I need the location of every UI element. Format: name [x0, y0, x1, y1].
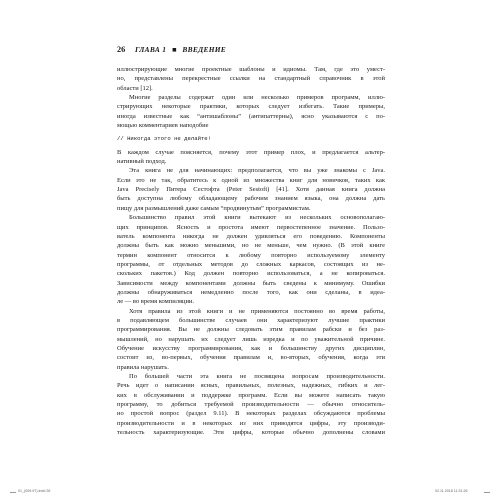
page-number: 26 — [117, 45, 126, 54]
text-line: щих принципов. Ясность и простота имеют первостепенное значение. Пользо- — [117, 223, 385, 231]
text-line: В каждом случае поясняется, почему этот пример плох, и предлагается альтер- — [117, 148, 385, 156]
text-line: должны быть как можно меньшими, но не меньше, чем нужно. (В этой книге — [117, 242, 385, 250]
text-line: стрирующих некоторые практики, которых следует избегать. Такие примеры, — [117, 103, 385, 111]
body-text — [117, 65, 385, 437]
running-header — [117, 45, 387, 55]
text-line: ле — во время компиляции. — [117, 298, 195, 306]
text-line: ватель компонента никогда не должен удивляться его поведению. Компоненты — [117, 232, 385, 240]
text-line: состоит из, во-первых, обучения правилам и, во-вторых, обучения, когда эти — [117, 354, 385, 362]
text-line: иногда известные как “антишаблоны” (антипаттерны), ясно указываются с по- — [117, 112, 385, 120]
footer-file-info: 01_(009-97).indd 26 — [18, 489, 51, 493]
text-line: Если это не так, обратитесь к одной из множества книг для новичков, таких как — [117, 176, 385, 184]
code-line: // Никогда этого не делайте! — [117, 135, 211, 143]
text-line: тельность характеризующие. Эти цифры, которые обычно дополнены словами — [117, 429, 385, 437]
text-line: правила нарушать. — [117, 363, 169, 371]
text-line: области [12]. — [117, 84, 153, 92]
text-line: производительности и в некоторых из них приводятся цифры, эту производи- — [117, 419, 385, 427]
section-label: ВВЕДЕНИЕ — [182, 45, 227, 54]
text-line: Речь идет о написании ясных, правильных, полезных, надежных, гибких и лег- — [117, 382, 385, 390]
chapter-label: ГЛАВА 1 — [135, 45, 167, 54]
crop-mark — [484, 492, 490, 493]
text-line: мышлений, но нарушать их следует лишь изредка и по уважительной причине. — [117, 335, 385, 343]
text-line: Обучение искусству программирования, как и большинству других дисциплин, — [117, 344, 385, 352]
text-line: в подавляющем большинстве случаев они характеризуют лучшие практики — [117, 316, 385, 324]
text-line: мощью комментариев наподобие — [117, 122, 209, 130]
text-line: программирования. Вы не должны следовать этим правилам рабски и без раз- — [117, 326, 385, 334]
text-line: термин компонент относится к любому повторно используемому элементу — [117, 251, 385, 259]
text-line: иллюстрирующие многие проектные шаблоны и идиомы. Там, где это умест- — [117, 66, 385, 73]
text-line: но простой вопрос (раздел 9.11). В некоторых разделах обсуждаются проблемы — [117, 410, 385, 418]
text-line: программу, то добиться требуемой производительности — обычно относитель- — [117, 401, 385, 409]
text-line: скольких пакетов.) Код должен повторно использоваться, а не копироваться. — [117, 270, 385, 278]
text-line: Эта книга не для начинающих: предполагается, что вы уже знакомы с Java. — [129, 167, 385, 175]
footer-timestamp: 02.11.2018 11:31:26 — [435, 489, 468, 493]
text-line: должны обнаруживаться немедленно после того, как они сделаны, в идеа- — [117, 288, 385, 296]
text-line: но, представлены перекрестные ссылки на стандартный справочник в этой — [117, 75, 385, 83]
crop-mark — [10, 492, 16, 493]
text-line: пищу для размышлений даже самым “продвинутым” программистам. — [117, 204, 311, 212]
text-line: быть доступна любому обладающему рабочим знанием языка, она должна дать — [117, 195, 385, 203]
text-line: Зависимости между компонентами должны быть сведены к минимуму. Ошибки — [117, 279, 385, 287]
text-line: программы, от отдельных методов до сложных каркасов, состоящих из не- — [117, 260, 385, 268]
text-line: Java Precisely Питера Сестофта (Peter Sestoft) [41]. Хотя данная книга должна — [117, 186, 385, 194]
text-line: нативный подход. — [117, 158, 167, 166]
text-line: Многие разделы содержат один или несколько примеров программ, иллю- — [129, 94, 385, 102]
text-line: ких в обслуживании и поддержке программ. Если вы можете написать такую — [117, 391, 385, 399]
text-line: Большинство правил этой книги вытекают из нескольких основополагаю- — [129, 214, 385, 222]
header-separator: ■ — [172, 45, 177, 54]
text-line: По большей части эта книга не посвящена вопросам производительности. — [129, 373, 385, 380]
text-line: Хотя правила из этой книги и не применяются постоянно во время работы, — [129, 307, 385, 315]
